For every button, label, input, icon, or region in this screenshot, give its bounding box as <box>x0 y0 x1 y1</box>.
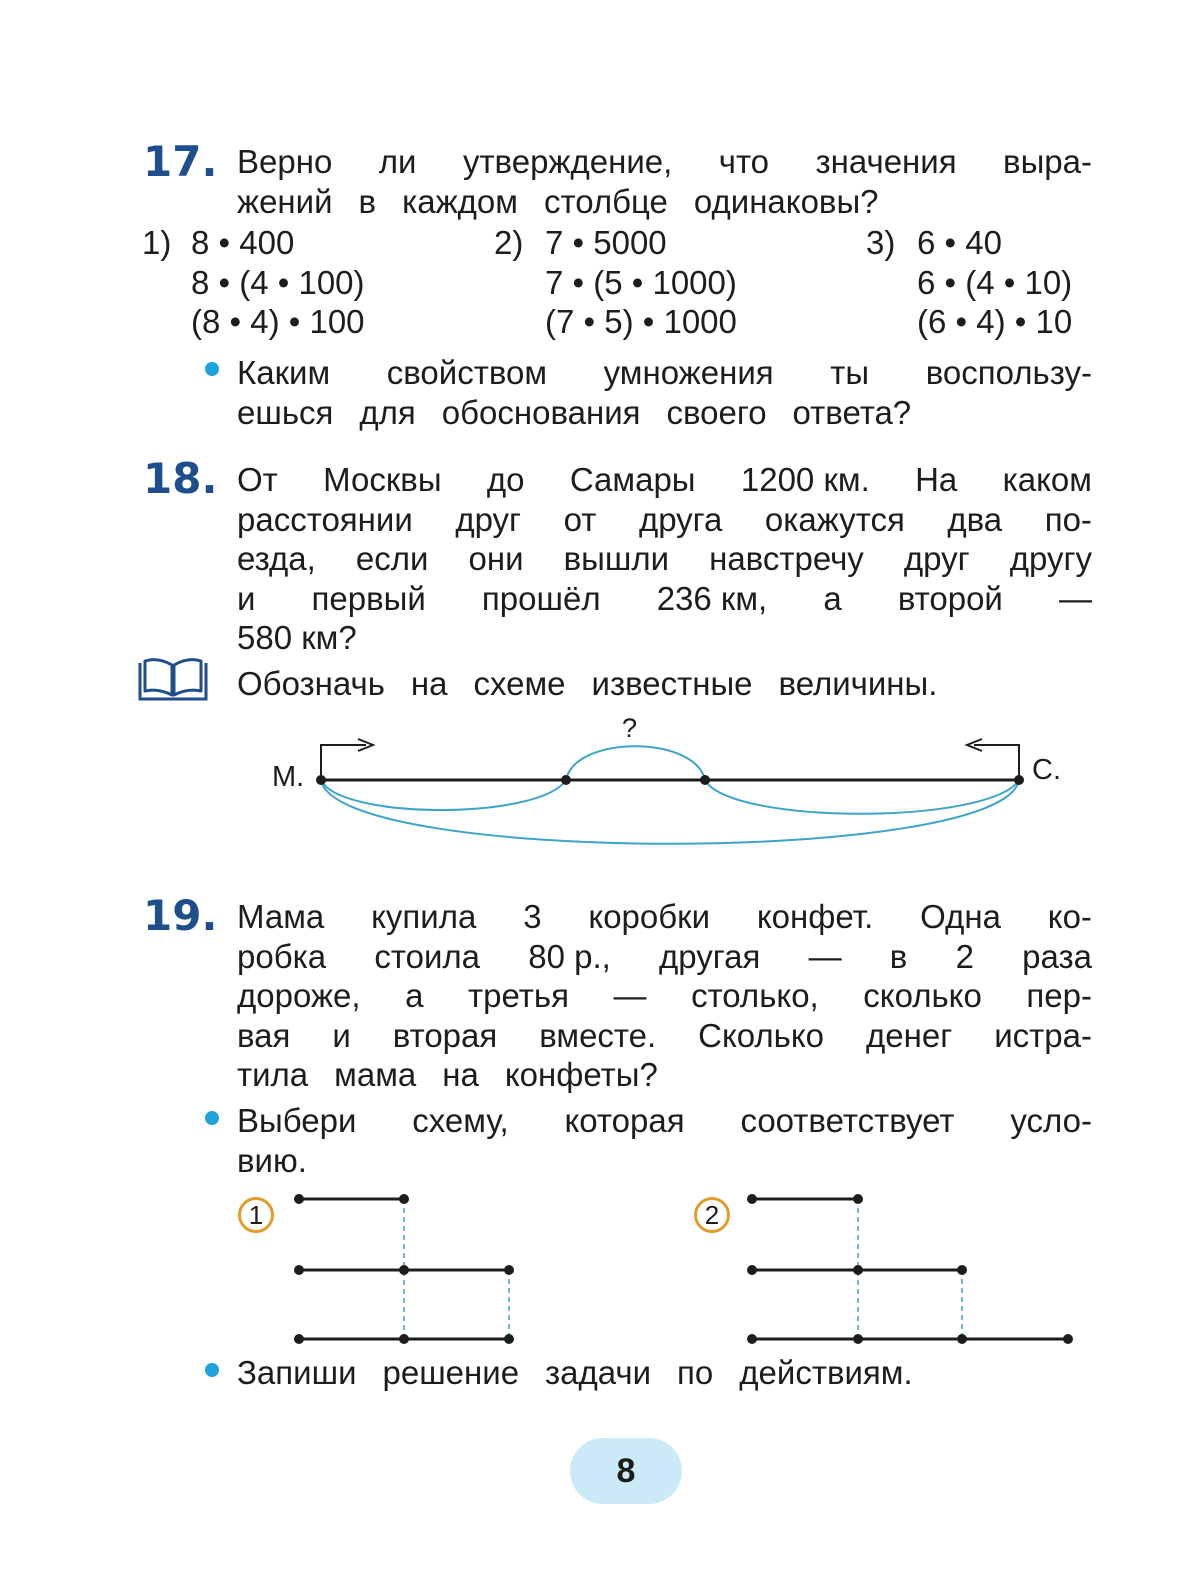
task-18-number: 18. <box>143 454 218 503</box>
word: езда, <box>237 540 316 577</box>
task-19-number: 19. <box>143 891 218 940</box>
word: Мама <box>237 898 325 935</box>
word: Самары <box>569 461 696 498</box>
word: известные <box>591 665 753 702</box>
word: вая <box>237 1016 291 1054</box>
word: по <box>677 1354 714 1391</box>
word: конфеты? <box>504 1056 658 1093</box>
scheme-1-badge[interactable]: 1 <box>238 1197 274 1233</box>
scheme-2-badge[interactable]: 2 <box>694 1197 730 1233</box>
word: ко- <box>1047 898 1092 935</box>
word: они <box>468 540 524 577</box>
word: в <box>358 183 377 220</box>
word: истра- <box>994 1016 1092 1054</box>
word: столбце <box>543 183 668 220</box>
expression: (7 • 5) • 1000 <box>545 303 737 340</box>
word: дороже, <box>237 977 361 1014</box>
word: решение <box>382 1354 520 1391</box>
word: 2 <box>955 937 974 975</box>
word: 1200 км. <box>740 461 870 498</box>
expression: (8 • 4) • 100 <box>191 303 365 340</box>
expression: 7 • (5 • 1000) <box>545 264 737 301</box>
word: От <box>237 461 278 498</box>
word: умножения <box>603 354 774 391</box>
unknown-distance-label: ? <box>622 713 638 743</box>
word: воспользу- <box>925 354 1092 391</box>
word: 580 км? <box>237 619 357 656</box>
word: Одна <box>920 898 1001 935</box>
word: Обозначь <box>237 665 385 702</box>
word: величины. <box>778 665 938 702</box>
word: другая <box>659 937 761 975</box>
word: третья <box>468 977 569 1014</box>
word: 80 р., <box>528 937 611 975</box>
word: робка <box>237 937 327 975</box>
column-label: 1) <box>142 224 172 261</box>
word: которая <box>564 1102 685 1139</box>
word: что <box>718 143 770 180</box>
word: Сколько <box>698 1016 825 1054</box>
word: Каким <box>237 354 331 391</box>
word: первый <box>311 579 426 617</box>
word: обоснования <box>441 394 641 431</box>
word: 236 км, <box>656 579 768 617</box>
word: ты <box>830 354 870 391</box>
word: схему, <box>412 1102 509 1139</box>
word: ответа? <box>792 394 912 431</box>
word: мама <box>334 1056 417 1093</box>
word: навстречу <box>709 540 864 577</box>
word: друг <box>903 540 970 577</box>
word: схеме <box>473 665 566 702</box>
word: другу <box>1009 540 1092 577</box>
word: конфет. <box>756 898 874 935</box>
word: — <box>808 937 842 975</box>
word: столько, <box>691 977 819 1014</box>
word: — <box>613 977 647 1014</box>
city-samara-label: С. <box>1032 754 1061 786</box>
page-number: 8 <box>570 1438 682 1504</box>
word: вию. <box>237 1142 307 1179</box>
expression: 8 • (4 • 100) <box>191 264 365 301</box>
word: для <box>359 394 416 431</box>
word: жений <box>237 183 333 220</box>
word: в <box>889 937 908 975</box>
expression: 6 • 40 <box>917 224 1002 261</box>
word: друга <box>638 500 723 538</box>
word: пер- <box>1026 977 1092 1014</box>
city-moscow-label: М. <box>272 761 305 793</box>
word: выра- <box>1003 143 1092 180</box>
word: на <box>410 665 448 702</box>
word: а <box>405 977 424 1014</box>
word: вместе. <box>539 1016 657 1054</box>
word: второй <box>897 579 1003 617</box>
word: окажутся <box>764 500 905 538</box>
word: каждом <box>402 183 518 220</box>
word: а <box>823 579 842 617</box>
word: если <box>355 540 429 577</box>
word: своего <box>666 394 767 431</box>
word: соответствует <box>740 1102 955 1139</box>
word: Запиши <box>237 1354 357 1391</box>
word: и <box>332 1016 351 1054</box>
word: свойством <box>386 354 548 391</box>
column-label: 3) <box>866 224 896 261</box>
word: прошёл <box>481 579 601 617</box>
word: на <box>442 1056 479 1093</box>
word: каком <box>1002 461 1092 498</box>
word: от <box>563 500 597 538</box>
word: раза <box>1022 937 1092 975</box>
word: коробки <box>588 898 711 935</box>
word: действиям. <box>739 1354 913 1391</box>
word: и <box>237 579 256 617</box>
expression: 8 • 400 <box>191 224 295 261</box>
word: до <box>486 461 525 498</box>
word: по- <box>1044 500 1092 538</box>
word: тила <box>237 1056 309 1093</box>
word: Выбери <box>237 1102 357 1139</box>
word: утверждение, <box>462 143 673 180</box>
text-line <box>237 1353 913 1393</box>
word: На <box>915 461 958 498</box>
word: Москвы <box>323 461 442 498</box>
expression: (6 • 4) • 10 <box>917 303 1073 340</box>
word: значения <box>815 143 957 180</box>
task-17-number: 17. <box>143 137 218 186</box>
word: Верно <box>237 143 333 180</box>
word: ли <box>378 143 417 180</box>
column-label: 2) <box>494 224 524 261</box>
expression: 7 • 5000 <box>545 224 667 261</box>
word: задачи <box>545 1354 652 1391</box>
word: сколько <box>863 977 982 1014</box>
word: друг <box>455 500 522 538</box>
word: расстоянии <box>237 500 413 538</box>
word: денег <box>866 1016 953 1054</box>
bullet-icon <box>205 1363 219 1377</box>
word: стоила <box>374 937 480 975</box>
word: вторая <box>392 1016 498 1054</box>
word: усло- <box>1010 1102 1092 1139</box>
word: — <box>1058 579 1092 617</box>
word: 3 <box>523 898 542 935</box>
expression: 6 • (4 • 10) <box>917 264 1073 301</box>
word: одинаковы? <box>693 183 879 220</box>
word: ешься <box>237 394 334 431</box>
word: два <box>947 500 1003 538</box>
word: купила <box>371 898 477 935</box>
word: вышли <box>563 540 670 577</box>
